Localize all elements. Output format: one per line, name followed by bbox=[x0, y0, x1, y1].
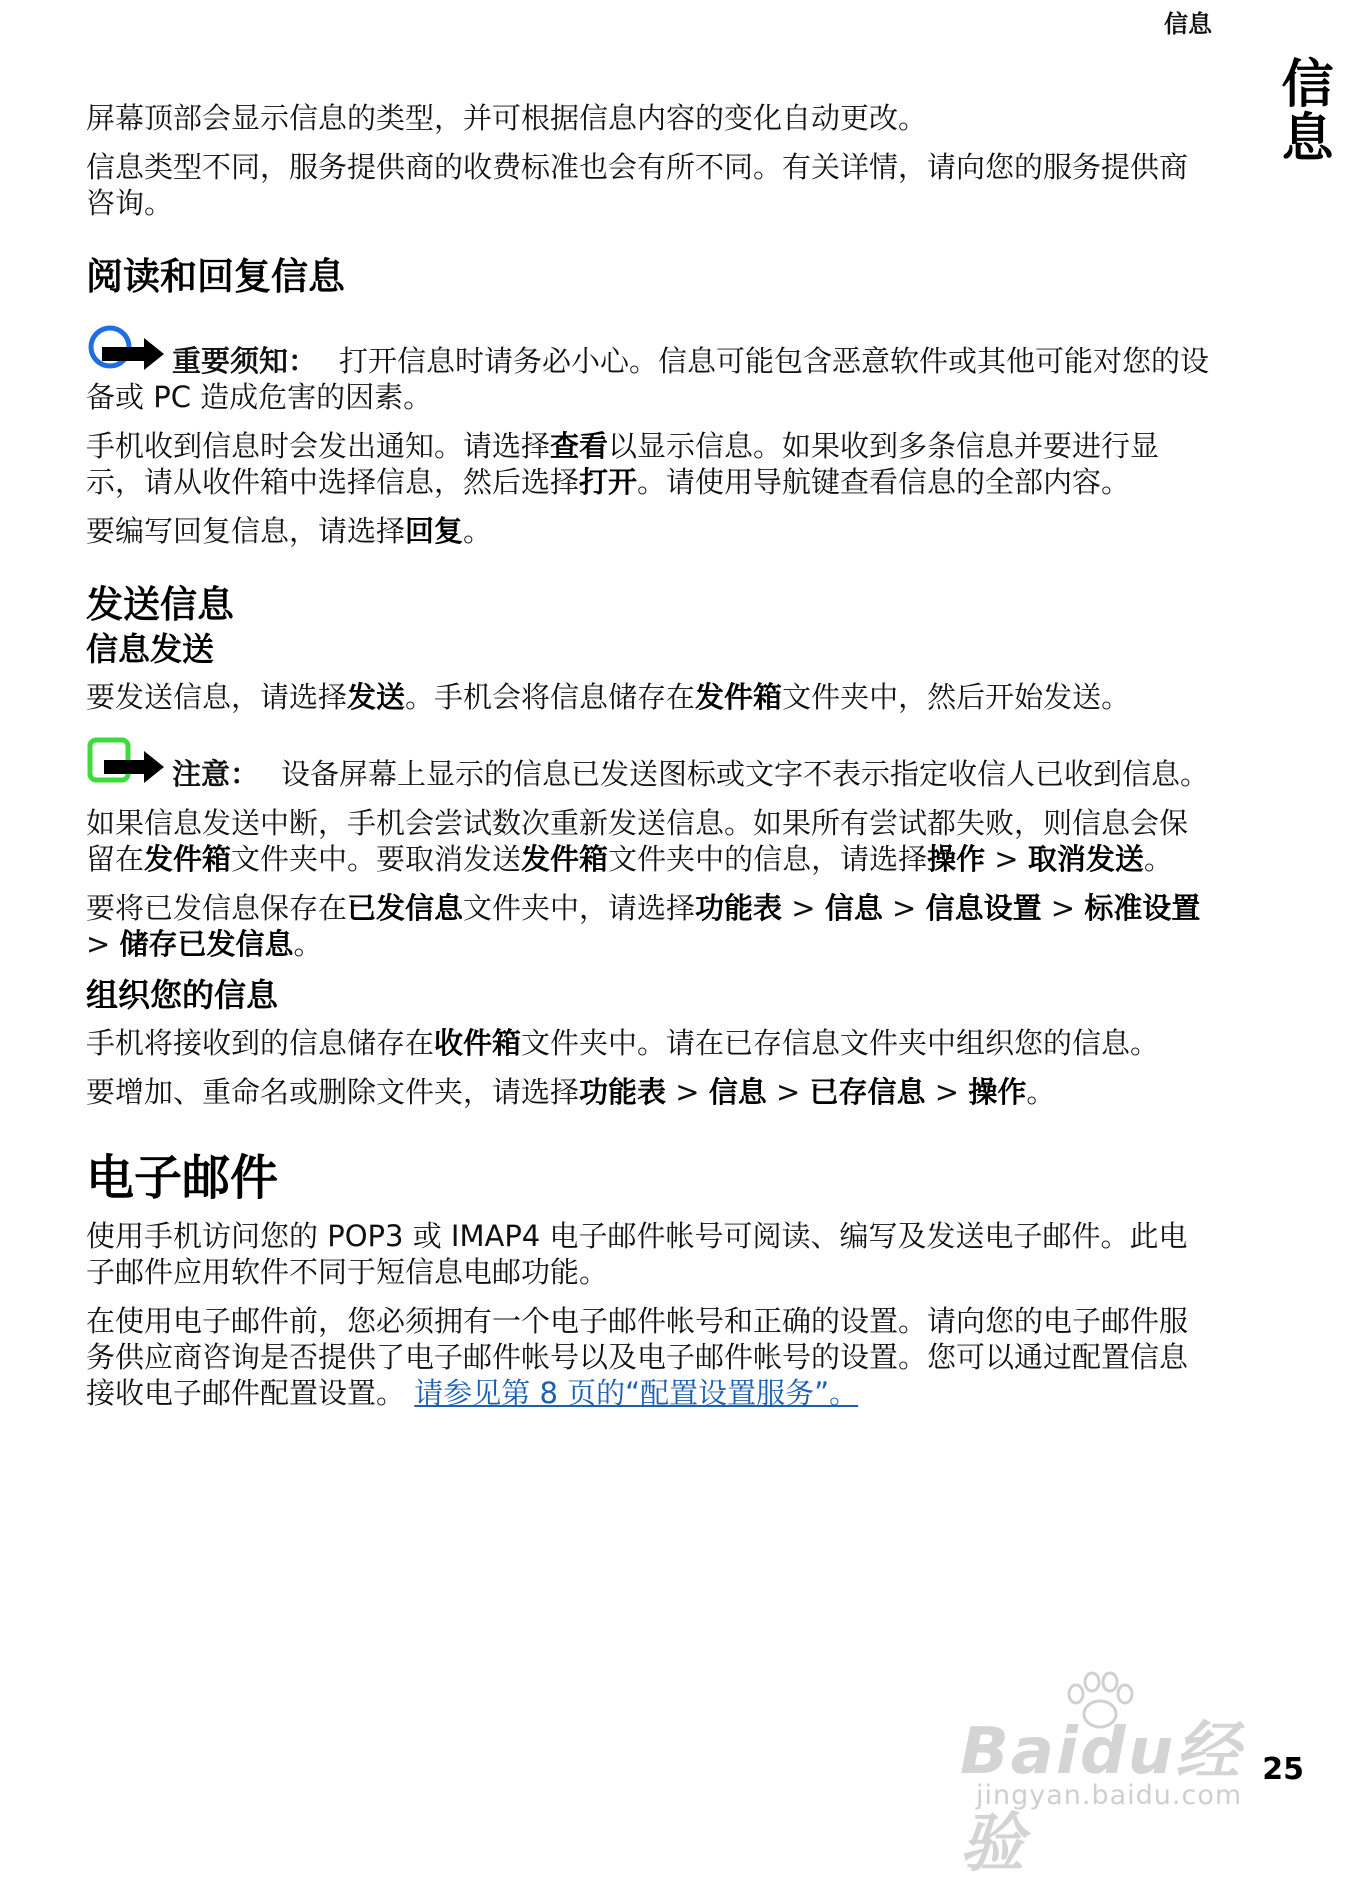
menu-separator: > bbox=[882, 891, 926, 925]
menu-term-save-sent: 储存已发信息 bbox=[119, 927, 294, 961]
read-paragraph-1 bbox=[86, 428, 1216, 500]
text-run: 以显示信息。如果收到多条信息并要进行显示，请从收件箱中选择信息，然后选择 bbox=[86, 429, 1160, 499]
intro-paragraph-2: 信息类型不同，服务提供商的收费标准也会有所不同。有关详情，请向您的服务提供商咨询。 bbox=[86, 150, 1189, 220]
menu-separator: > bbox=[782, 891, 825, 925]
send-paragraph-2 bbox=[86, 805, 1216, 877]
send-paragraph-1 bbox=[86, 679, 1216, 715]
menu-term-inbox: 收件箱 bbox=[434, 1026, 522, 1060]
note-icon bbox=[86, 736, 172, 790]
warning-note bbox=[86, 315, 1216, 415]
note-label: 注意： bbox=[172, 757, 260, 791]
email-paragraph-1: 使用手机访问您的 POP3 或 IMAP4 电子邮件帐号可阅读、编写及发送电子邮件。此电子邮件应用软件不同于短信息电邮功能。 bbox=[86, 1219, 1188, 1289]
text-run: 。 bbox=[293, 927, 323, 961]
subheading-send-message: 信息发送 bbox=[86, 630, 215, 668]
text-run: 文件夹中。要取消发送 bbox=[231, 842, 522, 876]
info-note bbox=[86, 728, 1216, 792]
menu-term-cancel-send: 取消发送 bbox=[1027, 842, 1144, 876]
menu-term-message-settings: 信息设置 bbox=[925, 891, 1042, 925]
menu-separator: > bbox=[766, 1075, 810, 1109]
menu-term-saved-items: 已存信息 bbox=[809, 1075, 926, 1109]
watermark-logo: Baidu经验 bbox=[960, 1715, 1242, 1881]
section-heading-email: 电子邮件 bbox=[86, 1150, 279, 1206]
menu-term-outbox: 发件箱 bbox=[695, 680, 783, 714]
menu-term-outbox: 发件箱 bbox=[144, 842, 232, 876]
page-content bbox=[86, 100, 1216, 1424]
send-paragraph-3 bbox=[86, 890, 1216, 962]
subheading-organize: 组织您的信息 bbox=[86, 976, 279, 1014]
menu-term-options: 操作 bbox=[927, 842, 986, 876]
intro-paragraph-1: 屏幕顶部会显示信息的类型，并可根据信息内容的变化自动更改。 bbox=[86, 101, 928, 135]
warning-label: 重要须知： bbox=[172, 344, 318, 378]
running-head: 信息 bbox=[1164, 10, 1212, 38]
text-run: 手机收到信息时会发出通知。请选择 bbox=[86, 429, 551, 463]
menu-term-general-settings: 标准设置 bbox=[1084, 891, 1201, 925]
menu-term-messaging: 信息 bbox=[824, 891, 883, 925]
warning-icon bbox=[86, 323, 172, 377]
menu-separator: > bbox=[925, 1075, 969, 1109]
text-run: 要发送信息，请选择 bbox=[86, 680, 348, 714]
email-paragraph-2 bbox=[86, 1303, 1216, 1411]
organize-paragraph-2 bbox=[86, 1074, 1216, 1110]
watermark-url: jingyan.baidu.com bbox=[976, 1780, 1243, 1811]
text-run: 如果信息发送中断，手机会尝试数次重新发送信息。如果所有尝试都失败，则信息会保留在 bbox=[86, 806, 1189, 876]
text-run: 文件夹中，然后开始发送。 bbox=[782, 680, 1131, 714]
menu-term-view: 查看 bbox=[550, 429, 609, 463]
text-run: 。请使用导航键查看信息的全部内容。 bbox=[637, 465, 1131, 499]
menu-term-sent-items: 已发信息 bbox=[347, 891, 464, 925]
text-run: 在使用电子邮件前，您必须拥有一个电子邮件帐号和正确的设置。请向您的电子邮件服务供应商咨询是否提供了电子邮件帐号以及电子邮件帐号的设置。您可以通过配置信息接收电子邮件配置设置。 bbox=[86, 1304, 1189, 1410]
text-run: 要编写回复信息，请选择 bbox=[86, 514, 406, 548]
text-run: 。 bbox=[463, 514, 493, 548]
config-service-link[interactable]: 请参见第 8 页的“配置设置服务”。 bbox=[414, 1376, 859, 1410]
text-run: 。 bbox=[1026, 1075, 1056, 1109]
text-run: 文件夹中，请选择 bbox=[463, 891, 696, 925]
side-tab: 信息 bbox=[1272, 56, 1332, 164]
menu-term-messaging: 信息 bbox=[708, 1075, 767, 1109]
section-heading-send: 发送信息 bbox=[86, 583, 234, 626]
text-run: 文件夹中的信息，请选择 bbox=[608, 842, 928, 876]
text-run: 要将已发信息保存在 bbox=[86, 891, 348, 925]
watermark bbox=[960, 1670, 1300, 1881]
text-run: 要增加、重命名或删除文件夹，请选择 bbox=[86, 1075, 580, 1109]
menu-term-reply: 回复 bbox=[405, 514, 464, 548]
section-heading-read-reply: 阅读和回复信息 bbox=[86, 255, 345, 298]
menu-term-send: 发送 bbox=[347, 680, 406, 714]
text-run: 。 bbox=[1143, 842, 1173, 876]
menu-term-open: 打开 bbox=[579, 465, 638, 499]
note-text: 设备屏幕上显示的信息已发送图标或文字不表示指定收信人已收到信息。 bbox=[281, 757, 1210, 791]
read-paragraph-2 bbox=[86, 513, 1216, 549]
menu-separator: > bbox=[86, 927, 120, 961]
warning-text: 打开信息时请务必小心。信息可能包含恶意软件或其他可能对您的设备或 PC 造成危害的因素。 bbox=[86, 344, 1210, 414]
menu-separator: > bbox=[985, 842, 1028, 876]
menu-separator: > bbox=[666, 1075, 709, 1109]
text-run: 文件夹中。请在已存信息文件夹中组织您的信息。 bbox=[521, 1026, 1160, 1060]
menu-term-menu: 功能表 bbox=[695, 891, 783, 925]
menu-term-menu: 功能表 bbox=[579, 1075, 667, 1109]
text-run: 。手机会将信息储存在 bbox=[405, 680, 696, 714]
organize-paragraph-1 bbox=[86, 1025, 1216, 1061]
menu-term-options: 操作 bbox=[968, 1075, 1027, 1109]
menu-separator: > bbox=[1041, 891, 1085, 925]
page-number: 25 bbox=[1262, 1752, 1304, 1787]
text-run: 手机将接收到的信息储存在 bbox=[86, 1026, 435, 1060]
menu-term-outbox: 发件箱 bbox=[521, 842, 609, 876]
